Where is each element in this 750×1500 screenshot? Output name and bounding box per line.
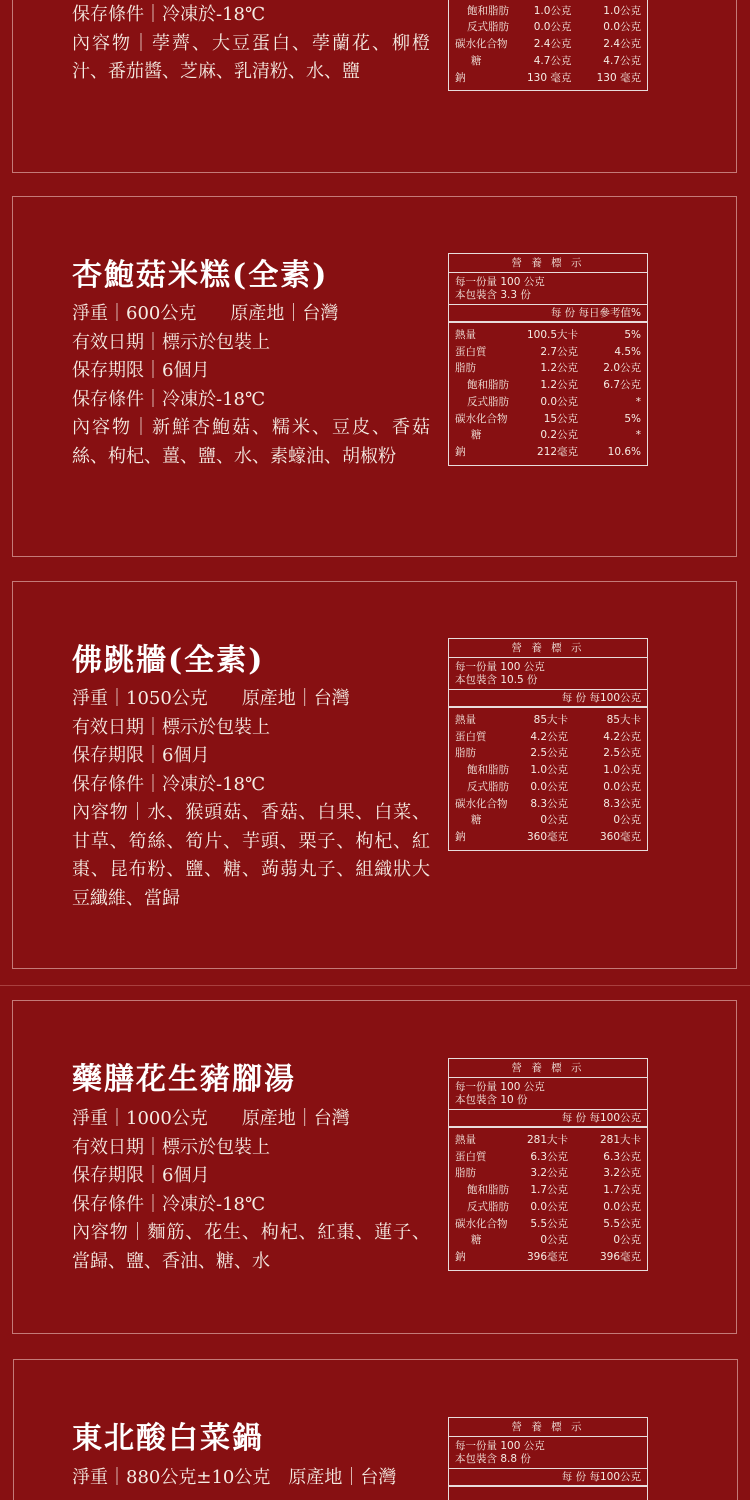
- nutrient-per-serving: 0公克: [540, 814, 569, 827]
- nutrition-row: [449, 360, 647, 377]
- storage-line: 保存條件｜冷凍於-18℃: [72, 1193, 266, 1215]
- nutrient-name: 鈉: [455, 445, 466, 458]
- nutrient-name: 反式脂肪: [467, 1200, 509, 1213]
- nutrition-column-header: 每 份 每100公克: [449, 1110, 647, 1128]
- nutrition-panel-3: [448, 1058, 648, 1271]
- nutrient-name: 碳水化合物: [455, 797, 508, 810]
- nutrition-row: [449, 745, 647, 762]
- ingredients-line: 內容物｜荸薺、大豆蛋白、荸蘭花、柳橙汁、番茄醬、芝麻、乳清粉、水、鹽: [72, 32, 430, 82]
- nutrient-reference: 0公克: [613, 814, 641, 827]
- nutrient-per-serving: 5.5公克: [530, 1217, 569, 1230]
- section-divider: [0, 985, 750, 986]
- nutrient-per-serving: 4.7公克: [533, 54, 572, 67]
- nutrient-reference: 6.3公克: [603, 1150, 641, 1163]
- nutrient-per-serving: 2.5公克: [530, 747, 569, 760]
- nutrition-row: [449, 729, 647, 746]
- nutrient-reference: 2.4公克: [603, 38, 641, 51]
- nutrition-row: [449, 1149, 647, 1166]
- nutrient-name: 熱量: [455, 1134, 476, 1146]
- nutrition-serving: [449, 273, 647, 305]
- nutrient-per-serving: 0.0公克: [533, 21, 572, 34]
- nutrient-name: 反式脂肪: [467, 780, 509, 793]
- nutrition-row: [449, 444, 647, 461]
- nutrient-name: 飽和脂肪: [467, 379, 509, 392]
- nutrient-per-serving: 3.2公克: [530, 1167, 569, 1180]
- origin: 原產地｜台灣: [288, 1467, 397, 1488]
- nutrient-reference: 0公克: [613, 1234, 641, 1247]
- product-info-1: [72, 300, 430, 471]
- nutrient-name: 碳水化合物: [455, 412, 508, 425]
- shelf-life-line: 保存期限｜6個月: [72, 360, 210, 381]
- nutrient-per-serving: 1.2公克: [540, 362, 579, 375]
- nutrition-row: [449, 3, 647, 20]
- nutrient-per-serving: 2.4公克: [533, 38, 572, 51]
- nutrient-per-serving: 1.0公克: [530, 764, 569, 777]
- nutrition-row: [449, 19, 647, 36]
- nutrient-per-serving: 6.3公克: [530, 1150, 569, 1163]
- expiry-line: 有效日期｜標示於包裝上: [72, 1136, 270, 1158]
- nutrient-name: 糖: [471, 54, 482, 67]
- nutrient-reference: 1.0公克: [603, 764, 641, 777]
- nutrient-per-serving: 0.2公克: [540, 429, 579, 442]
- nutrient-per-serving: 85大卡: [533, 714, 569, 726]
- nutrient-reference: 2.5公克: [603, 747, 641, 760]
- nutrient-per-serving: 281大卡: [527, 1134, 569, 1146]
- nutrition-table: [449, 1132, 647, 1266]
- nutrient-reference: 5%: [624, 329, 641, 341]
- nutrient-name: 熱量: [455, 329, 476, 341]
- nutrition-row: [449, 712, 647, 729]
- nutrient-name: 蛋白質: [455, 1150, 487, 1163]
- nutrient-reference: 3.2公克: [603, 1167, 641, 1180]
- nutrition-header: 營 養 標 示: [449, 254, 647, 273]
- nutrient-reference: 281大卡: [599, 1134, 641, 1146]
- nutrition-row: [449, 1216, 647, 1233]
- nutrient-per-serving: 396毫克: [527, 1250, 569, 1263]
- nutrient-per-serving: 4.2公克: [530, 730, 569, 743]
- nutrition-panel-1: [448, 253, 648, 466]
- nutrient-name: 鈉: [455, 1250, 466, 1263]
- expiry-line: 有效日期｜標示於包裝上: [72, 716, 270, 738]
- nutrition-row: [449, 36, 647, 53]
- nutrient-reference: 10.6%: [607, 445, 641, 458]
- nutrition-row: [449, 779, 647, 796]
- nutrition-row: [449, 1132, 647, 1149]
- origin: 原產地｜台灣: [241, 688, 350, 709]
- net-weight: 淨重｜1050公克: [72, 688, 208, 709]
- nutrition-row: [449, 1199, 647, 1216]
- nutrient-reference: 360毫克: [599, 830, 641, 843]
- nutrient-name: 反式脂肪: [467, 21, 509, 34]
- nutrition-row: [449, 796, 647, 813]
- storage-line: 保存條件｜冷凍於-18℃: [72, 4, 266, 25]
- nutrient-reference: *: [635, 395, 641, 408]
- nutrition-row: [449, 812, 647, 829]
- nutrient-reference: 6.7公克: [603, 379, 641, 392]
- nutrient-name: 糖: [471, 814, 482, 827]
- nutrient-per-serving: 15公克: [543, 412, 579, 425]
- servings-per-package: 本包裝含 8.8 份: [455, 1453, 531, 1465]
- nutrition-panel-2: [448, 638, 648, 851]
- nutrient-name: 蛋白質: [455, 730, 487, 743]
- nutrition-column-header: 每 份 每日參考值%: [449, 305, 647, 323]
- nutrient-name: 碳水化合物: [455, 1217, 508, 1230]
- product-title: 杏鮑菇米糕(全素): [72, 258, 329, 293]
- nutrient-per-serving: 0.0公克: [530, 1200, 569, 1213]
- nutrient-reference: 1.0公克: [603, 4, 641, 17]
- nutrition-header: 營 養 標 示: [449, 639, 647, 658]
- nutrition-row: [449, 394, 647, 411]
- ingredients-line: 內容物｜麵筋、花生、枸杞、紅棗、蓮子、當歸、鹽、香油、糖、水: [72, 1222, 430, 1272]
- nutrient-reference: *: [635, 429, 641, 442]
- nutrient-per-serving: 100.5大卡: [527, 329, 579, 341]
- nutrient-per-serving: 130 毫克: [527, 71, 572, 84]
- nutrition-column-header: 每 份 每100公克: [449, 690, 647, 708]
- ingredients-line: 內容物｜新鮮杏鮑菇、糯米、豆皮、香菇絲、枸杞、薑、鹽、水、素蠔油、胡椒粉: [72, 417, 430, 467]
- nutrition-header: 營 養 標 示: [449, 1418, 647, 1437]
- nutrient-reference: 0.0公克: [603, 21, 641, 34]
- nutrient-reference: 0.0公克: [603, 780, 641, 793]
- nutrient-reference: 130 毫克: [596, 71, 641, 84]
- nutrient-name: 碳水化合物: [455, 38, 508, 51]
- nutrient-per-serving: 360毫克: [527, 830, 569, 843]
- nutrient-per-serving: 1.0公克: [533, 4, 572, 17]
- nutrition-column-header: 每 份 每100公克: [449, 1469, 647, 1487]
- nutrition-header: 營 養 標 示: [449, 1059, 647, 1078]
- nutrition-table: [449, 712, 647, 846]
- product-title: 東北酸白菜鍋: [72, 1421, 264, 1456]
- product-info-0: [72, 1, 430, 87]
- net-weight: 淨重｜1000公克: [72, 1108, 208, 1129]
- nutrient-name: 脂肪: [455, 1167, 476, 1180]
- shelf-life-line: 保存期限｜6個月: [72, 745, 210, 766]
- nutrition-row: [449, 70, 647, 87]
- ingredients-line: 內容物｜水、猴頭菇、香菇、白果、白菜、甘草、筍絲、筍片、芋頭、栗子、枸杞、紅棗、昆布粉、鹽、糖、蒟蒻丸子、組織狀大豆纖維、當歸: [72, 802, 430, 909]
- nutrition-row: [449, 344, 647, 361]
- nutrition-row: [449, 1165, 647, 1182]
- nutrient-reference: 5.5公克: [603, 1217, 641, 1230]
- nutrition-row: [449, 53, 647, 70]
- nutrient-name: 糖: [471, 429, 482, 442]
- nutrient-name: 脂肪: [455, 747, 476, 760]
- storage-line: 保存條件｜冷凍於-18℃: [72, 773, 266, 795]
- net-weight: 淨重｜600公克: [72, 303, 197, 324]
- nutrient-name: 飽和脂肪: [467, 4, 509, 17]
- nutrient-name: 鈉: [455, 830, 466, 843]
- nutrition-row: [449, 427, 647, 444]
- nutrition-row: [449, 829, 647, 846]
- storage-line: 保存條件｜冷凍於-18℃: [72, 388, 266, 410]
- origin: 原產地｜台灣: [241, 1108, 350, 1129]
- nutrition-table: [449, 327, 647, 461]
- nutrition-row: [449, 762, 647, 779]
- serving-size: 每一份量 100 公克: [455, 661, 545, 673]
- product-info-2: [72, 685, 430, 913]
- product-info-4: [72, 1464, 472, 1493]
- nutrient-name: 熱量: [455, 714, 476, 726]
- expiry-line: 有效日期｜標示於包裝上: [72, 331, 270, 353]
- nutrition-panel-0: [448, 0, 648, 91]
- serving-size: 每一份量 100 公克: [455, 1440, 545, 1452]
- nutrient-reference: 8.3公克: [603, 797, 641, 810]
- nutrient-reference: 2.0公克: [603, 362, 641, 375]
- nutrition-row: [449, 377, 647, 394]
- net-weight: 淨重｜880公克±10公克: [72, 1467, 271, 1488]
- servings-per-package: 本包裝含 10.5 份: [455, 674, 538, 686]
- nutrient-per-serving: 8.3公克: [530, 797, 569, 810]
- nutrition-serving: [449, 1437, 647, 1469]
- nutrient-name: 鈉: [455, 71, 466, 84]
- product-title: 藥膳花生豬腳湯: [72, 1062, 296, 1097]
- nutrient-per-serving: 0公克: [540, 1234, 569, 1247]
- origin: 原產地｜台灣: [230, 303, 339, 324]
- servings-per-package: 本包裝含 3.3 份: [455, 289, 531, 301]
- nutrient-reference: 85大卡: [606, 714, 641, 726]
- shelf-life-line: 保存期限｜6個月: [72, 1165, 210, 1186]
- nutrient-name: 反式脂肪: [467, 395, 509, 408]
- nutrient-name: 脂肪: [455, 362, 476, 375]
- nutrient-name: 飽和脂肪: [467, 1184, 509, 1197]
- nutrient-reference: 1.7公克: [603, 1184, 641, 1197]
- nutrient-reference: 4.7公克: [603, 54, 641, 67]
- product-info-3: [72, 1105, 430, 1276]
- serving-size: 每一份量 100 公克: [455, 1081, 545, 1093]
- nutrient-per-serving: 0.0公克: [530, 780, 569, 793]
- nutrition-row: [449, 1232, 647, 1249]
- nutrient-name: 飽和脂肪: [467, 764, 509, 777]
- serving-size: 每一份量 100 公克: [455, 276, 545, 288]
- nutrient-reference: 4.5%: [614, 345, 641, 358]
- nutrition-row: [449, 1182, 647, 1199]
- nutrient-reference: 396毫克: [599, 1250, 641, 1263]
- nutrient-name: 蛋白質: [455, 345, 487, 358]
- nutrient-reference: 5%: [624, 412, 641, 425]
- nutrient-name: 糖: [471, 1234, 482, 1247]
- nutrition-table: [449, 0, 647, 86]
- nutrient-per-serving: 0.0公克: [540, 395, 579, 408]
- product-title: 佛跳牆(全素): [72, 643, 265, 678]
- nutrient-per-serving: 1.7公克: [530, 1184, 569, 1197]
- nutrition-row: [449, 1249, 647, 1266]
- nutrition-row: [449, 411, 647, 428]
- nutrition-serving: [449, 1078, 647, 1110]
- nutrient-reference: 4.2公克: [603, 730, 641, 743]
- nutrition-panel-4: [448, 1417, 648, 1500]
- nutrition-row: [449, 327, 647, 344]
- nutrition-serving: [449, 658, 647, 690]
- nutrient-per-serving: 2.7公克: [540, 345, 579, 358]
- nutrient-per-serving: 212毫克: [537, 445, 579, 458]
- servings-per-package: 本包裝含 10 份: [455, 1094, 528, 1106]
- nutrient-reference: 0.0公克: [603, 1200, 641, 1213]
- nutrient-per-serving: 1.2公克: [540, 379, 579, 392]
